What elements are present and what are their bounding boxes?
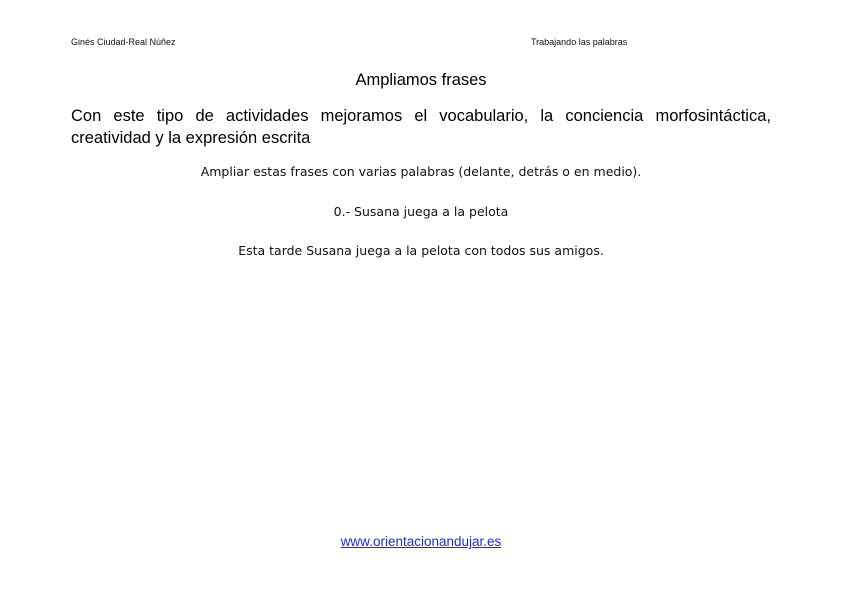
activity-instruction: Ampliar estas frases con varias palabras (delante, detrás o en medio). xyxy=(200,164,642,179)
footer xyxy=(0,534,842,549)
example-expanded-sentence: Esta tarde Susana juega a la pelota con todos sus amigos. xyxy=(238,243,604,258)
intro-paragraph: Con este tipo de actividades mejoramos el vocabulario, la conciencia morfosintáctica, creatividad y la expresión escrita xyxy=(71,107,771,147)
header-subject: Trabajando las palabras xyxy=(531,37,628,47)
example-sentence: 0.- Susana juega a la pelota xyxy=(333,204,509,219)
website-link[interactable]: www.orientacionandujar.es xyxy=(340,534,502,549)
header-author: Ginés Ciudad-Real Núñez xyxy=(71,37,176,47)
page-title: Ampliamos frases xyxy=(355,71,487,89)
